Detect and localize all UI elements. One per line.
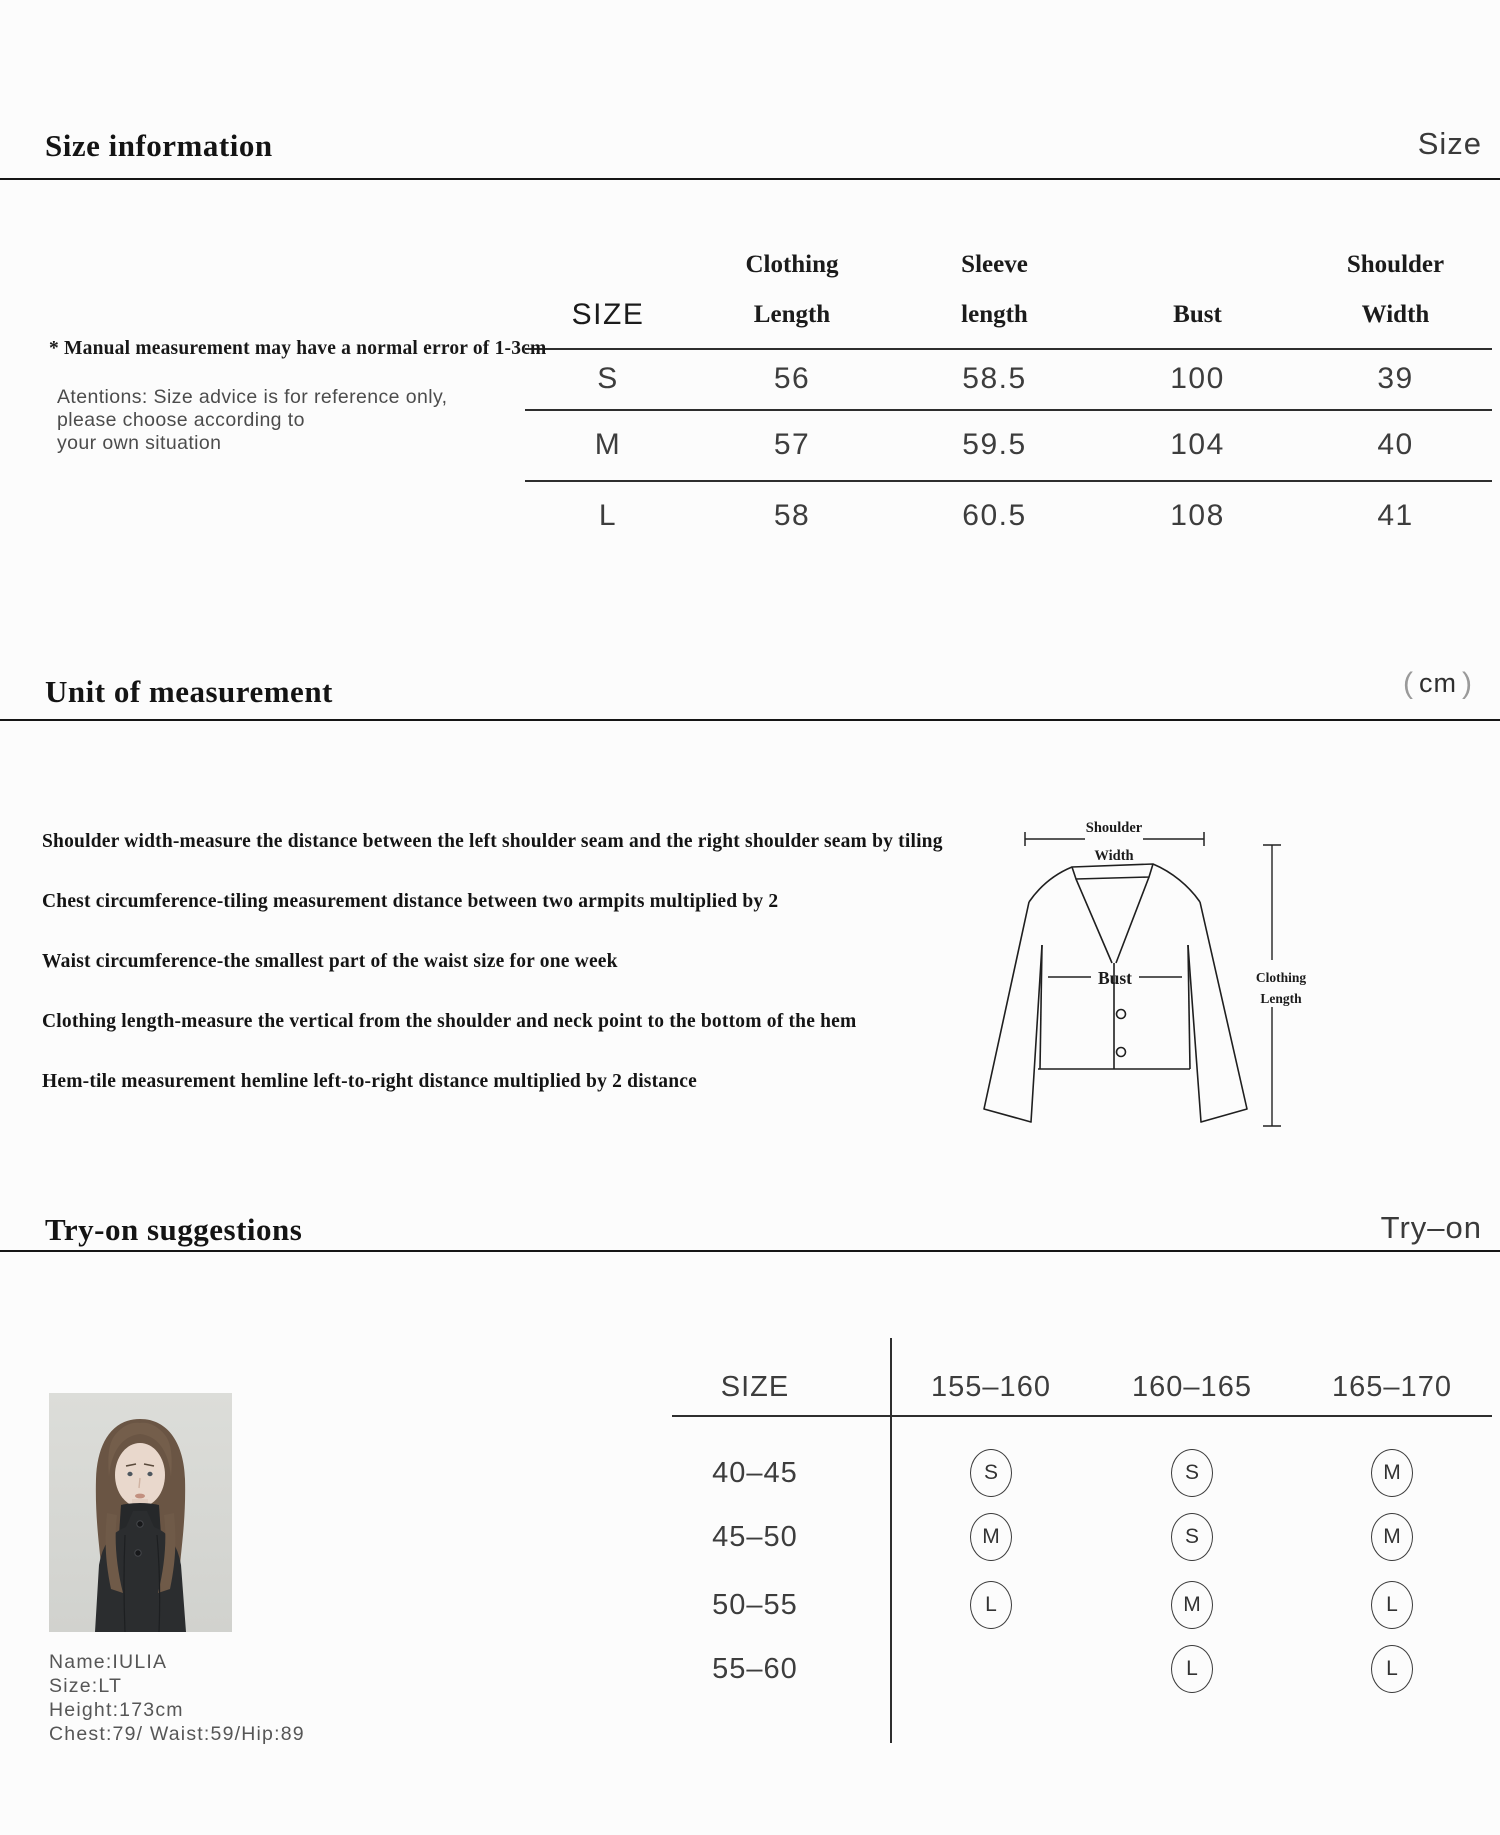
measure-item-shoulder: Shoulder width-measure the distance between the left shoulder seam and the right shoulder seam by tiling	[42, 831, 943, 852]
size-circle: S	[970, 1449, 1012, 1497]
section-title-size-information: Size information	[45, 128, 273, 163]
label-length: Length	[1260, 991, 1302, 1006]
cm-value: cm	[1419, 668, 1457, 698]
cell-clothing-length: 57	[773, 428, 811, 461]
label-shoulder: Shoulder	[1085, 820, 1143, 836]
size-circle: L	[1371, 1581, 1413, 1629]
model-figure	[95, 1419, 186, 1632]
weight-range-label: 45–50	[712, 1520, 798, 1553]
model-height: Height:173cm	[49, 1699, 184, 1721]
measurement-error-note: * Manual measurement may have a normal error of 1-3cm	[49, 338, 547, 359]
section-divider	[0, 178, 1500, 180]
section-divider	[0, 1250, 1500, 1252]
size-table-header-shoulder-width: Shoulder Width	[1346, 251, 1445, 328]
unit-cm-label	[1398, 666, 1478, 700]
size-circle: M	[970, 1513, 1012, 1561]
label-clothing: Clothing	[1255, 970, 1307, 985]
tryon-row-50-55	[620, 1573, 1492, 1637]
model-size: Size:LT	[49, 1675, 123, 1697]
section-title-try-on-suggestions: Try-on suggestions	[45, 1212, 303, 1247]
size-table-row-l	[525, 481, 1492, 551]
section-title-unit-of-measurement: Unit of measurement	[45, 674, 333, 709]
size-table-header-bust: Bust	[1173, 301, 1222, 328]
label-bust: Bust	[1097, 968, 1133, 988]
model-name: Name:IULIA	[49, 1651, 168, 1673]
cell-sleeve-length: 60.5	[962, 499, 1027, 532]
cell-sleeve-length: 58.5	[962, 362, 1027, 395]
weight-range-label: 50–55	[712, 1588, 798, 1621]
size-circle: M	[1371, 1449, 1413, 1497]
cell-bust: 100	[1170, 362, 1225, 395]
tryon-header-165-170: 165–170	[1332, 1370, 1452, 1403]
model-measurements: Chest:79/ Waist:59/Hip:89	[49, 1723, 305, 1745]
cell-shoulder-width: 39	[1377, 362, 1414, 395]
cell-size: M	[594, 428, 622, 461]
size-circle: L	[1171, 1645, 1213, 1693]
tryon-row-40-45	[620, 1441, 1492, 1505]
cell-sleeve-length: 59.5	[962, 428, 1027, 461]
section-right-label-size: Size	[1417, 126, 1482, 161]
cell-size: S	[597, 362, 619, 395]
weight-range-label: 40–45	[712, 1456, 798, 1489]
attention-line: Atentions: Size advice is for reference only,	[57, 386, 448, 408]
size-circle: S	[1171, 1513, 1213, 1561]
attention-line: please choose according to	[57, 409, 305, 431]
jacket-measurement-diagram	[955, 805, 1320, 1135]
size-circle: S	[1171, 1449, 1213, 1497]
size-table-header-row	[525, 240, 1492, 344]
size-circle: L	[1371, 1645, 1413, 1693]
attention-line: your own situation	[57, 432, 222, 454]
section-right-label-try-on: Try–on	[1380, 1210, 1482, 1245]
label-width: Width	[1094, 848, 1134, 864]
size-circle: M	[1371, 1513, 1413, 1561]
cell-shoulder-width: 40	[1377, 428, 1414, 461]
paren-close: )	[1462, 667, 1473, 700]
size-circle: M	[1171, 1581, 1213, 1629]
weight-range-label: 55–60	[712, 1652, 798, 1685]
measure-item-clothing-length: Clothing length-measure the vertical from the shoulder and neck point to the bottom of the hem	[42, 1011, 857, 1032]
clothing-length-measure-line	[1263, 845, 1281, 1126]
size-circle: L	[970, 1581, 1012, 1629]
size-table-header-clothing-length: Clothing Length	[745, 251, 839, 328]
tryon-row-55-60	[620, 1637, 1492, 1701]
measure-item-chest: Chest circumference-tiling measurement distance between two armpits multiplied by 2	[42, 891, 779, 912]
jacket-outline	[984, 864, 1247, 1122]
measurement-instructions	[42, 831, 943, 1132]
tryon-header-155-160: 155–160	[931, 1370, 1051, 1403]
model-info	[49, 1650, 305, 1746]
cell-bust: 104	[1170, 428, 1225, 461]
cell-size: L	[598, 499, 618, 532]
tryon-header-160-165: 160–165	[1132, 1370, 1252, 1403]
size-table-header-size: SIZE	[571, 298, 645, 331]
tryon-table-header-rule	[672, 1415, 1492, 1417]
cell-shoulder-width: 41	[1377, 499, 1414, 532]
model-photo	[49, 1393, 232, 1632]
tryon-table-header-row	[620, 1360, 1492, 1414]
cell-clothing-length: 56	[773, 362, 811, 395]
cell-clothing-length: 58	[773, 499, 811, 532]
size-table-header-sleeve-length: Sleeve length	[961, 251, 1028, 328]
cell-bust: 108	[1170, 499, 1225, 532]
measure-item-hem: Hem-tile measurement hemline left-to-right distance multiplied by 2 distance	[42, 1071, 697, 1092]
section-divider	[0, 719, 1500, 721]
size-table-row-s	[525, 349, 1492, 409]
tryon-header-size: SIZE	[720, 1370, 790, 1403]
attention-note	[57, 386, 448, 455]
size-table-row-m	[525, 410, 1492, 480]
tryon-row-45-50	[620, 1505, 1492, 1569]
paren-open: (	[1403, 667, 1414, 700]
measure-item-waist: Waist circumference-the smallest part of the waist size for one week	[42, 951, 618, 972]
